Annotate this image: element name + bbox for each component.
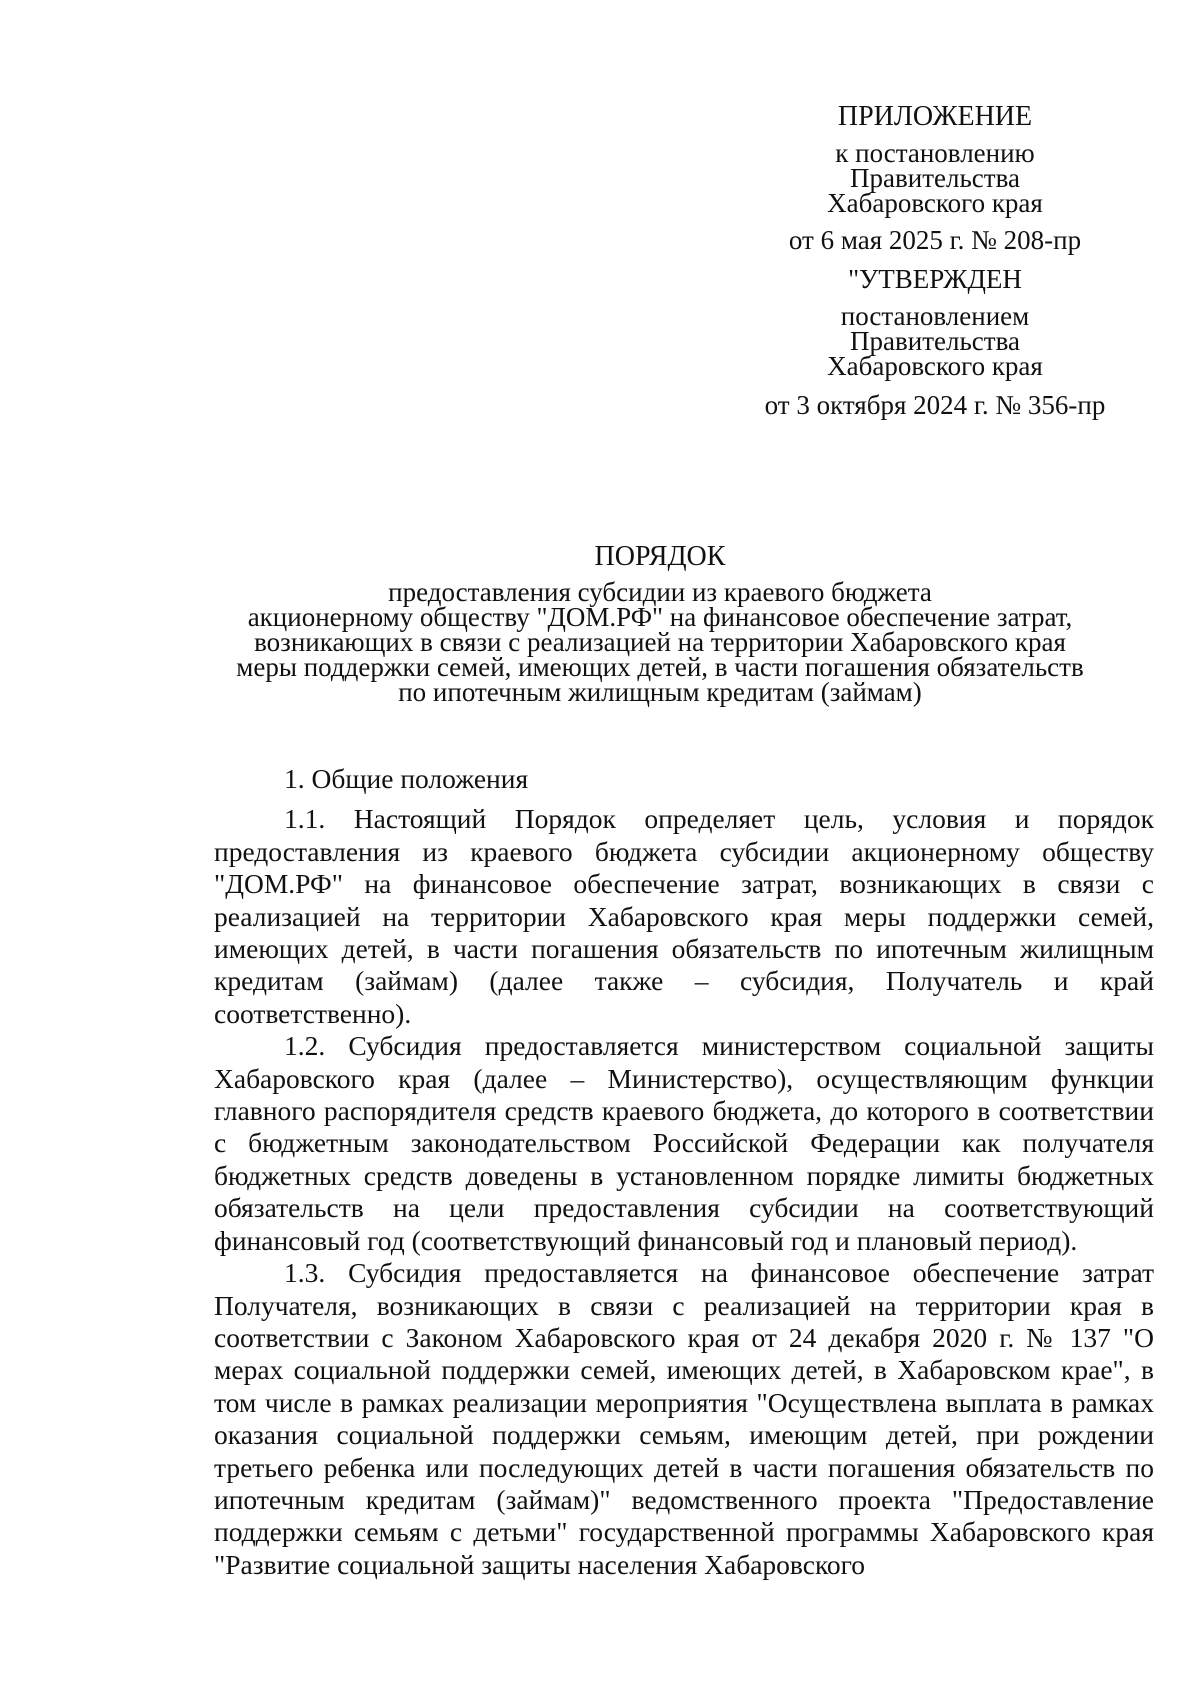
resolution-date: от 6 мая 2025 г. № 208-пр xyxy=(788,225,1082,255)
approved-by-line: Хабаровского края xyxy=(827,351,1043,381)
subtitle-line: возникающих в связи с реализацией на территории Хабаровского края xyxy=(254,627,1066,657)
approved-date: от 3 октября 2024 г. № 356-пр xyxy=(764,390,1106,420)
subtitle-line: акционерному обществу "ДОМ.РФ" на финансовое обеспечение затрат, xyxy=(247,602,1073,632)
subtitle-line: меры поддержки семей, имеющих детей, в части погашения обязательств xyxy=(236,652,1084,682)
paragraph-1-3: 1.3. Субсидия предоставляется на финансовое обеспечение затрат Получателя, возникающих в связи с реализацией на территории края в соответствии с Законом Хабаровского края от 24 декабря 2020 г. № 137 "О мерах социальной поддержки семей, имеющих детей, в Хабаровском крае", в том числе в рамках реализации мероприятия "Осуществлена выплата в рамках оказания социальной поддержки семьям, имеющим детей, при рождении третьего ребенка или последующих детей в части погашения обязательств по ипотечным кредитам (займам)" ведомственного проекта "Предоставление поддержки семьям с детьми" государственной программы Хабаровского края "Развитие социальной защиты населения Хабаровского xyxy=(214,1257,1154,1580)
appendix-heading: ПРИЛОЖЕНИЕ xyxy=(837,101,1033,132)
resolution-reference-line: к постановлению xyxy=(835,138,1035,168)
resolution-reference-line: Хабаровского края xyxy=(827,188,1043,218)
approved-heading: "УТВЕРЖДЕН xyxy=(848,264,1022,294)
paragraph-1-2: 1.2. Субсидия предоставляется министерством социальной защиты Хабаровского края (далее – Министерство), осуществляющим функции главного распорядителя средств краевого бюджета, до которого в соответствии с бюджетным законодательством Российской Федерации как получателя бюджетных средств доведены в установленном порядке лимиты бюджетных обязательств на цели предоставления субсидии на соответствующий финансовый год (соответствующий финансовый год и плановый период). xyxy=(214,1030,1154,1256)
document-subtitle xyxy=(200,577,1120,707)
section-heading: 1. Общие положения xyxy=(284,763,529,794)
subtitle-line: по ипотечным жилищным кредитам (займам) xyxy=(398,677,922,707)
approval-block xyxy=(745,101,1125,420)
approved-by-line: постановлением xyxy=(840,301,1030,331)
paragraph-1-1: 1.1. Настоящий Порядок определяет цель, условия и порядок предоставления из краевого бюджета субсидии акционерному обществу "ДОМ.РФ" на финансовое обеспечение затрат, возникающих в связи с реализацией на территории Хабаровского края меры поддержки семей, имеющих детей, в части погашения обязательств по ипотечным жилищным кредитам (займам) (далее также – субсидия, Получатель и край соответственно). xyxy=(214,803,1154,1029)
approved-by-line: Правительства xyxy=(850,326,1020,356)
document-title: ПОРЯДОК xyxy=(594,541,726,572)
subtitle-line: предоставления субсидии из краевого бюджета xyxy=(388,577,932,607)
document-body xyxy=(214,763,1154,1581)
resolution-reference-line: Правительства xyxy=(850,163,1020,193)
